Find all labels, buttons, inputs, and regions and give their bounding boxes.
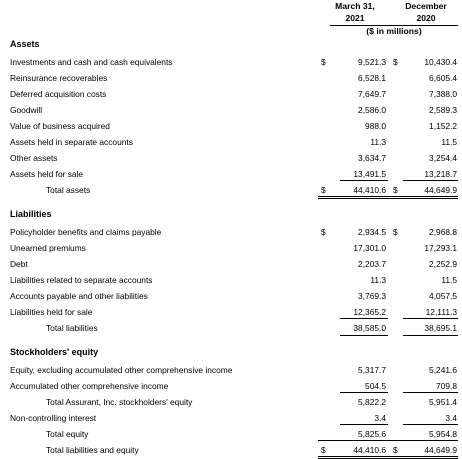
total-rule [403, 335, 458, 336]
subtotal-row [0, 394, 462, 410]
value-march-2021: 13,491.5 [353, 169, 386, 179]
table-row [0, 304, 462, 320]
value-march-2021: 2,586.0 [358, 105, 386, 115]
value-december-2020: 2,589.3 [429, 105, 457, 115]
row-label: Value of business acquired [10, 121, 110, 131]
table-row [0, 86, 462, 102]
col1-header-line2: 2021 [345, 13, 365, 23]
total-rule [318, 456, 458, 457]
row-label: Policyholder benefits and claims payable [10, 227, 162, 237]
col1-header-line1: March 31, [335, 1, 375, 11]
value-march-2021: 12,365.2 [353, 307, 386, 317]
value-march-2021: 988.0 [365, 121, 386, 131]
row-label: Deferred acquisition costs [10, 89, 107, 99]
table-row [0, 70, 462, 86]
total-rule [340, 335, 388, 336]
value-march-2021: 5,825.6 [358, 429, 386, 439]
row-label: Assets held for sale [10, 169, 84, 179]
row-label: Assets held in separate accounts [10, 137, 133, 147]
value-december-2020: 12,111.3 [425, 307, 457, 317]
value-march-2021: 2,203.7 [358, 259, 386, 269]
value-december-2020: 44,649.9 [424, 185, 457, 195]
value-march-2021: 44,410.6 [353, 185, 386, 195]
table-row [0, 240, 462, 256]
subtotal-rule [403, 318, 458, 319]
dollar-sign: $ [393, 57, 398, 67]
value-december-2020: 13,218.7 [424, 169, 457, 179]
table-row [0, 134, 462, 150]
value-march-2021: 9,521.3 [358, 57, 386, 67]
value-march-2021: 504.5 [365, 381, 386, 391]
table-row [0, 102, 462, 118]
table-row [0, 166, 462, 182]
row-label: Investments and cash and cash equivalents [10, 57, 173, 67]
row-label: Goodwill [10, 105, 43, 115]
row-label: Liabilities related to separate accounts [10, 275, 153, 285]
value-march-2021: 3,769.3 [358, 291, 386, 301]
col2-header-line2: 2020 [416, 13, 436, 23]
table-row [0, 256, 462, 272]
subtotal-rule [340, 392, 388, 393]
row-label: Reinsurance recoverables [10, 73, 108, 83]
subtotal-rule [340, 318, 388, 319]
value-march-2021: 5,317.7 [358, 365, 386, 375]
value-december-2020: 7,388.0 [429, 89, 457, 99]
value-march-2021: 7,649.7 [358, 89, 386, 99]
dollar-sign: $ [321, 57, 326, 67]
subtotal-rule [403, 424, 458, 425]
table-row [0, 118, 462, 134]
subtotal-rule [340, 180, 388, 181]
row-label: Accounts payable and other liabilities [10, 291, 148, 301]
liabilities-section-heading [0, 207, 462, 223]
dollar-sign: $ [393, 227, 398, 237]
row-label: Other assets [10, 153, 58, 163]
value-march-2021: 38,585.0 [353, 323, 386, 333]
section-title: Liabilities [10, 209, 52, 219]
total-double-rule [318, 198, 458, 199]
value-march-2021: 6,528.1 [358, 73, 386, 83]
table-row [0, 378, 462, 394]
value-december-2020: 709.8 [436, 381, 457, 391]
value-december-2020: 38,695.1 [424, 323, 457, 333]
value-march-2021: 2,934.5 [358, 227, 386, 237]
value-march-2021: 11.3 [370, 137, 386, 147]
dollar-sign: $ [321, 445, 326, 455]
value-december-2020: 11.5 [441, 275, 457, 285]
row-label: Accumulated other comprehensive income [10, 381, 169, 391]
row-label: Total equity [46, 429, 89, 439]
value-march-2021: 3,634.7 [358, 153, 386, 163]
equity-section-heading [0, 345, 462, 361]
table-row [0, 288, 462, 304]
dollar-sign: $ [393, 185, 398, 195]
col2-header-line1: December [405, 1, 447, 11]
row-label: Unearned premiums [10, 243, 86, 253]
value-december-2020: 6,605.4 [429, 73, 457, 83]
value-december-2020: 2,252.9 [429, 259, 457, 269]
row-label: Total liabilities [46, 323, 98, 333]
dollar-sign: $ [321, 185, 326, 195]
value-december-2020: 4,057.5 [429, 291, 457, 301]
value-december-2020: 17,293.1 [424, 243, 457, 253]
assets-section-heading [0, 37, 462, 53]
total-row [0, 320, 462, 336]
table-row [0, 224, 462, 240]
value-december-2020: 3,254.4 [429, 153, 457, 163]
value-march-2021: 17,301.0 [353, 243, 386, 253]
dollar-sign: $ [393, 445, 398, 455]
value-december-2020: 1,152.2 [429, 121, 457, 131]
row-label: Debt [10, 259, 28, 269]
table-row [0, 272, 462, 288]
section-title: Stockholders' equity [10, 347, 99, 357]
subtotal-rule [318, 440, 458, 441]
row-label: Equity, excluding accumulated other comprehensive income [10, 365, 233, 375]
value-december-2020: 10,430.4 [424, 57, 457, 67]
table-row [0, 150, 462, 166]
units-header: ($ in millions) [366, 26, 422, 36]
value-december-2020: 5,241.6 [429, 365, 457, 375]
value-march-2021: 3.4 [374, 413, 386, 423]
row-label: Total assets [46, 185, 91, 195]
value-march-2021: 11.3 [370, 275, 386, 285]
value-december-2020: 3.4 [445, 413, 457, 423]
row-label: Total Assurant, Inc. stockholders' equity [46, 397, 193, 407]
subtotal-rule [403, 180, 458, 181]
value-december-2020: 5,954.8 [429, 429, 457, 439]
table-row [0, 362, 462, 378]
value-march-2021: 44,410.6 [353, 445, 386, 455]
value-december-2020: 5,951.4 [429, 397, 457, 407]
section-title: Assets [10, 39, 40, 49]
table-row [0, 410, 462, 426]
row-label: Non-controlling interest [10, 413, 97, 423]
subtotal-rule [403, 392, 458, 393]
value-december-2020: 2,968.8 [429, 227, 457, 237]
value-december-2020: 11.5 [441, 137, 457, 147]
row-label: Liabilities held for sale [10, 307, 93, 317]
table-row [0, 54, 462, 70]
total-rule [318, 196, 458, 197]
subtotal-rule [340, 424, 388, 425]
dollar-sign: $ [321, 227, 326, 237]
value-december-2020: 44,649.9 [424, 445, 457, 455]
value-march-2021: 5,822.2 [358, 397, 386, 407]
row-label: Total liabilities and equity [46, 445, 139, 455]
